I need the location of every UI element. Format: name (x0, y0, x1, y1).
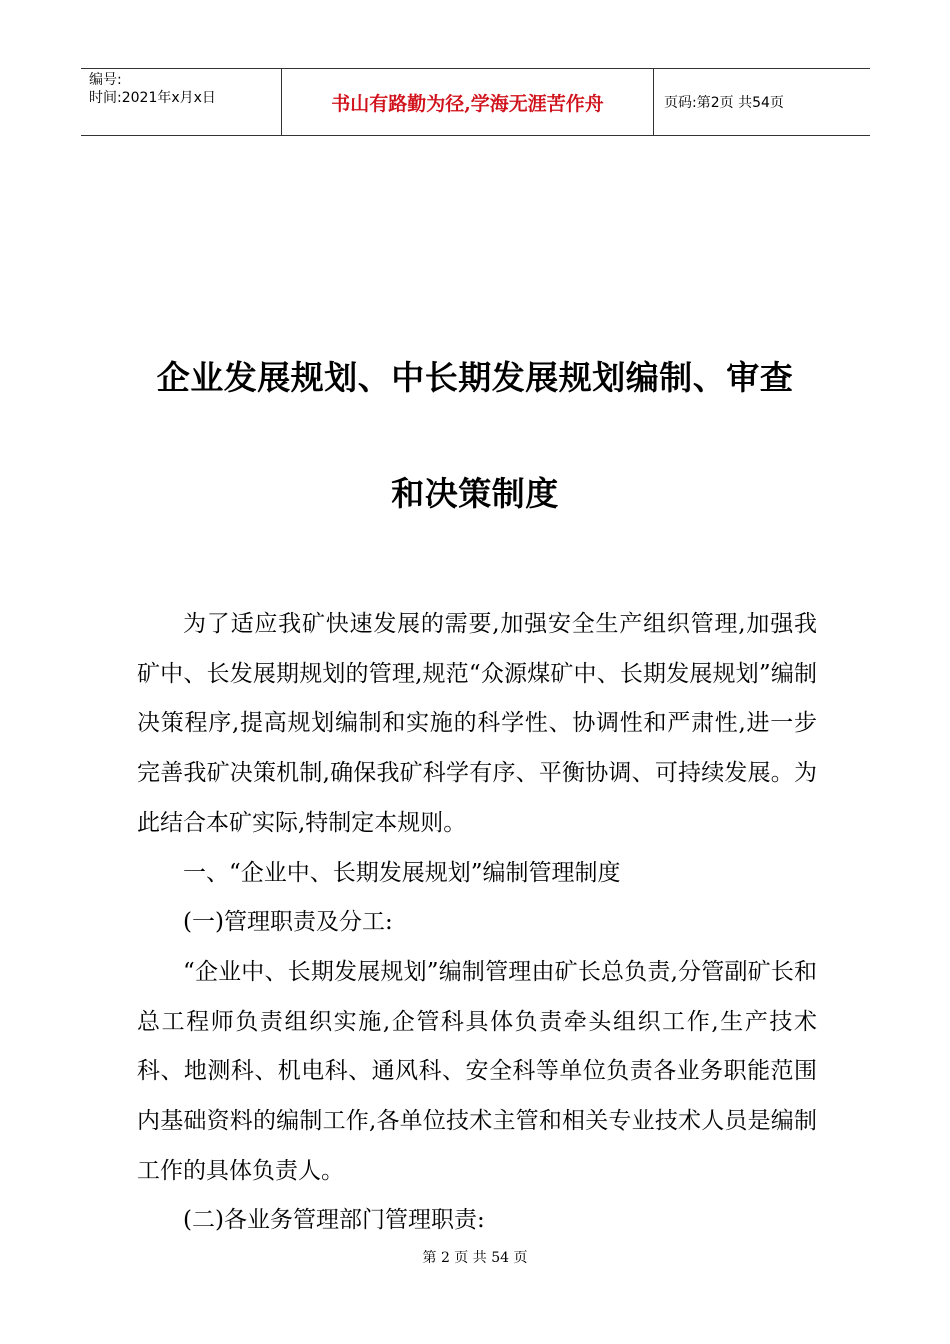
document-title-line-2: 和决策制度 (391, 474, 559, 513)
section-heading-1: 一、“企业中、长期发展规划”编制管理制度 (183, 859, 621, 886)
date-label: 时间:2021年x月x日 (89, 90, 216, 106)
paragraph-intro: 为了适应我矿快速发展的需要,加强安全生产组织管理,加强我矿中、长发展期规划的管理,规范“众源煤矿中、长期发展规划”编制决策程序,提高规划编制和实施的科学性、协调性和严肃性,进一步完善我矿决策机制,确保我矿科学有序、平衡协调、可持续发展。为此结合本矿实际,特制定本规则。 (137, 611, 817, 836)
paragraph-responsibilities: “企业中、长期发展规划”编制管理由矿长总负责,分管副矿长和总工程师负责组织实施,企管科具体负责牵头组织工作,生产技术科、地测科、机电科、通风科、安全科等单位负责各业务职能范围内基础资料的编制工作,各单位技术主管和相关专业技术人员是编制工作的具体负责人。 (137, 958, 817, 1184)
number-label: 编号: (89, 72, 122, 88)
document-body (137, 600, 817, 1246)
header-motto: 书山有路勤为径,学海无涯苦作舟 (281, 69, 654, 135)
page-footer: 第 2 页 共 54 页 (422, 1250, 528, 1266)
subsection-heading-1: (一)管理职责及分工: (183, 909, 393, 936)
subsection-heading-2: (二)各业务管理部门管理职责: (183, 1207, 485, 1234)
header-page-info: 页码:第2页 共54页 (664, 95, 784, 111)
document-title-line-1: 企业发展规划、中长期发展规划编制、审查 (156, 358, 794, 397)
header-meta (81, 69, 281, 135)
page-header (81, 68, 870, 136)
